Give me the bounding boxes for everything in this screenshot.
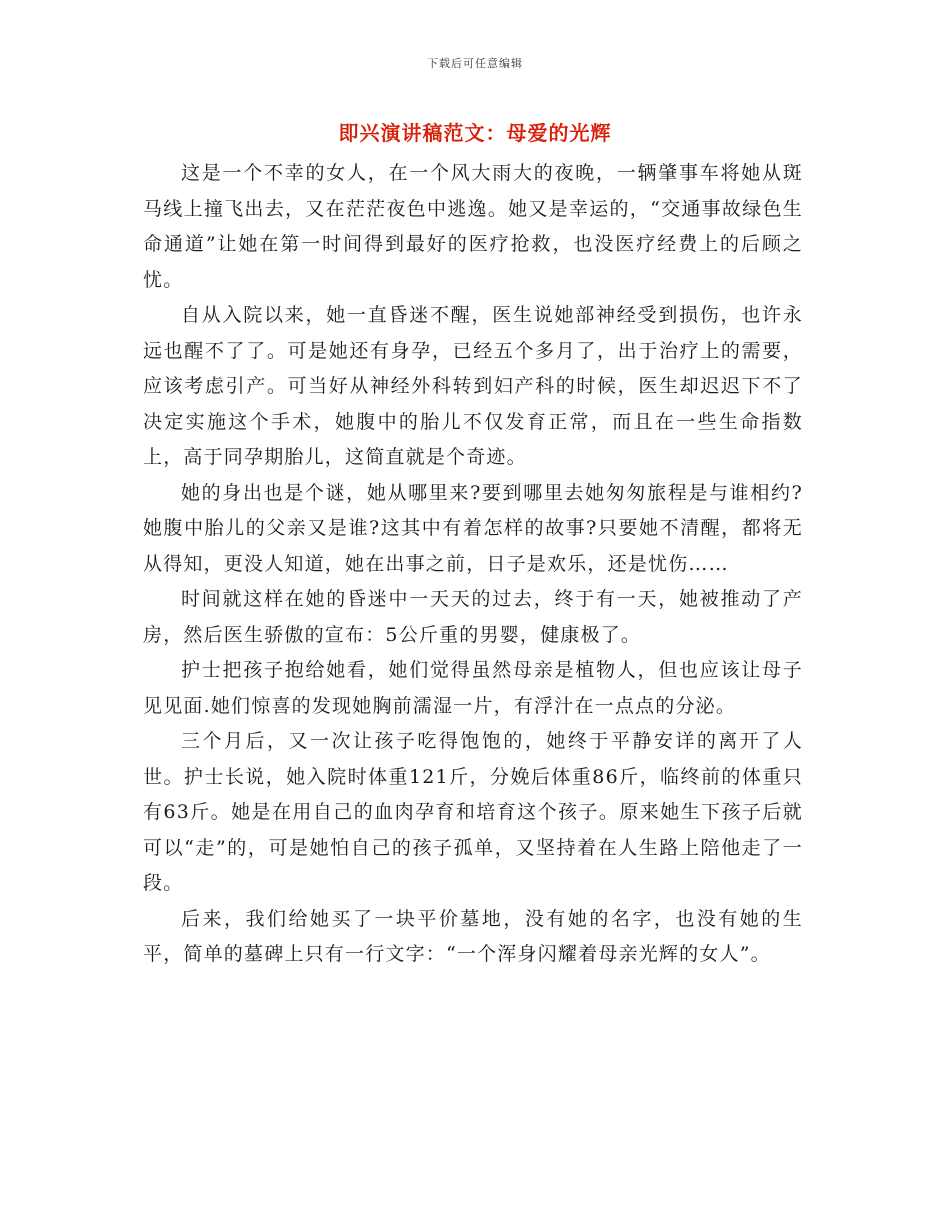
document-body <box>143 156 803 973</box>
paragraph: 护士把孩子抱给她看，她们觉得虽然母亲是植物人，但也应该让母子见见面.她们惊喜的发现她胸前濡湿一片，有浮汁在一点点的分泌。 <box>143 659 803 717</box>
paragraph: 三个月后，又一次让孩子吃得饱饱的，她终于平静安详的离开了人世。护士长说，她入院时体重121斤，分娩后体重86斤，临终前的体重只有63斤。她是在用自己的血肉孕育和培育这个孩子。原来她生下孩子后就可以“走”的，可是她怕自己的孩子孤单，又坚持着在人生路上陪他走了一段。 <box>143 730 803 894</box>
paragraph: 后来，我们给她买了一块平价墓地，没有她的名字，也没有她的生平，简单的墓碑上只有一行文字：“一个浑身闪耀着母亲光辉的女人”。 <box>143 907 803 965</box>
document-title: 即兴演讲稿范文：母爱的光辉 <box>338 121 612 145</box>
paragraph: 她的身出也是个谜，她从哪里来?要到哪里去她匆匆旅程是与谁相约?她腹中胎儿的父亲又是谁?这其中有着怎样的故事?只要她不清醒，都将无从得知，更没人知道，她在出事之前，日子是欢乐，还是忧伤…… <box>143 481 803 575</box>
header-note: 下载后可任意编辑 <box>427 57 523 70</box>
paragraph: 这是一个不幸的女人，在一个风大雨大的夜晚，一辆肇事车将她从斑马线上撞飞出去，又在茫茫夜色中逃逸。她又是幸运的，“交通事故绿色生命通道”让她在第一时间得到最好的医疗抢救，也没医疗经费上的后顾之忧。 <box>143 162 803 291</box>
paragraph: 自从入院以来，她一直昏迷不醒，医生说她部神经受到损伤，也许永远也醒不了了。可是她还有身孕，已经五个多月了，出于治疗上的需要，应该考虑引产。可当好从神经外科转到妇产科的时候，医生却迟迟下不了决定实施这个手术，她腹中的胎儿不仅发育正常，而且在一些生命指数上，高于同孕期胎儿，这简直就是个奇迹。 <box>143 304 803 468</box>
paragraph: 时间就这样在她的昏迷中一天天的过去，终于有一天，她被推动了产房，然后医生骄傲的宣布：5公斤重的男婴，健康极了。 <box>143 588 803 646</box>
